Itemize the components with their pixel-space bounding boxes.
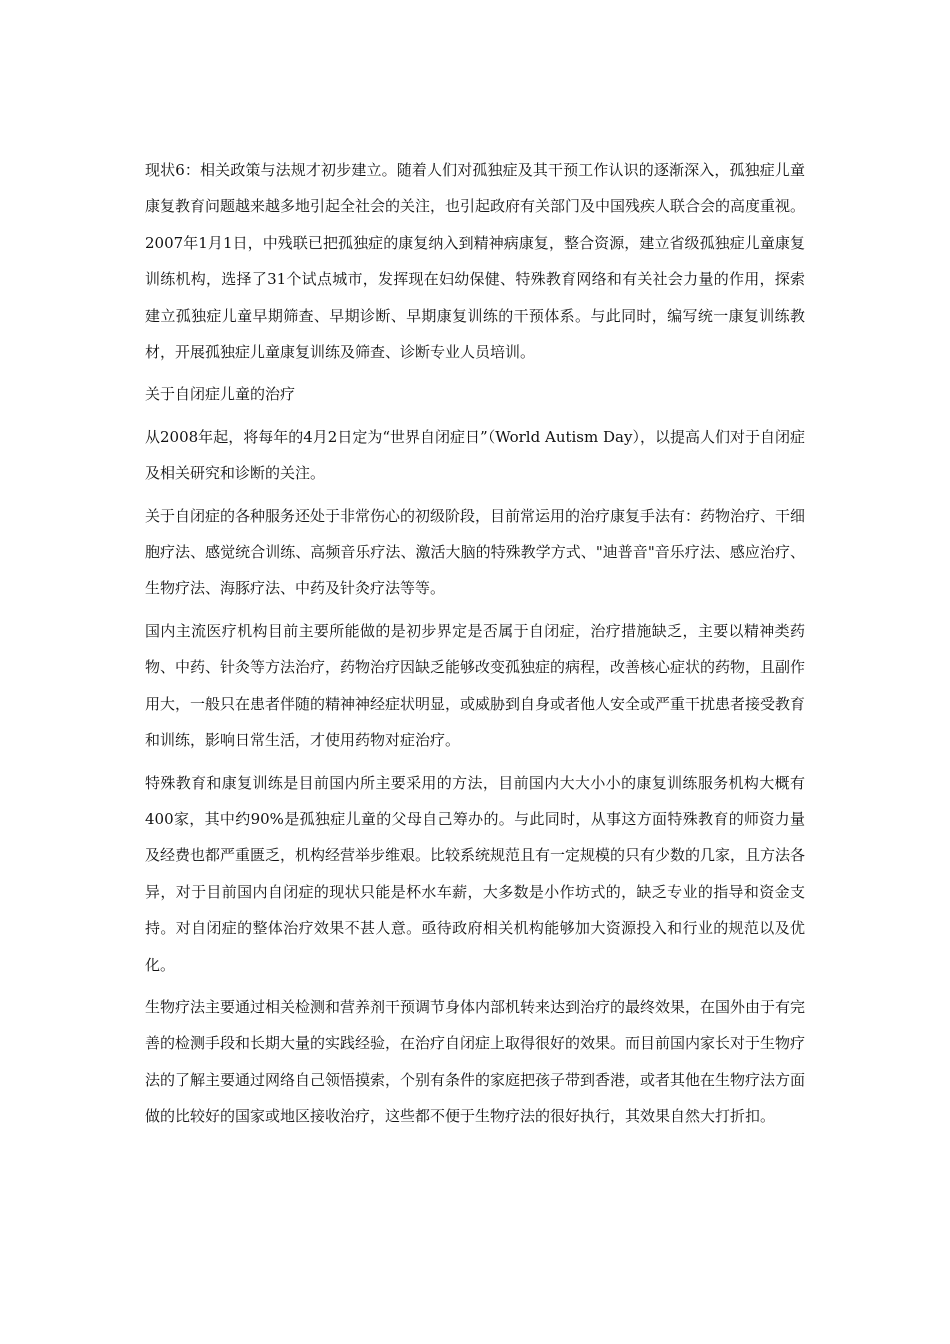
section-heading-treatment: 关于自闭症儿童的治疗 [145,385,296,404]
document-body [145,152,805,1141]
paragraph-policy-status: 现状6：相关政策与法规才初步建立。随着人们对孤独症及其干预工作认识的逐渐深入，孤独症儿童康复教育问题越来越多地引起全社会的关注，也引起政府有关部门及中国残疾人联合会的高度重视。2007年1月1日，中残联已把孤独症的康复纳入到精神病康复，整合资源，建立省级孤独症儿童康复训练机构，选择了31个试点城市，发挥现在妇幼保健、特殊教育网络和有关社会力量的作用，探索建立孤独症儿童早期筛查、早期诊断、早期康复训练的干预体系。与此同时，编写统一康复训练教材，开展孤独症儿童康复训练及筛查、诊断专业人员培训。 [145,161,806,362]
paragraph-medical-institutions: 国内主流医疗机构目前主要所能做的是初步界定是否属于自闭症，治疗措施缺乏，主要以精神类药物、中药、针灸等方法治疗，药物治疗因缺乏能够改变孤独症的病程，改善核心症状的药物，且副作用大，一般只在患者伴随的精神神经症状明显，或威胁到自身或者他人安全或严重干扰患者接受教育和训练，影响日常生活，才使用药物对症治疗。 [145,621,806,750]
paragraph-biological-therapy: 生物疗法主要通过相关检测和营养剂干预调节身体内部机转来达到治疗的最终效果，在国外由于有完善的检测手段和长期大量的实践经验，在治疗自闭症上取得很好的效果。而目前国内家长对于生物疗法的了解主要通过网络自己领悟摸索，个别有条件的家庭把孩子带到香港，或者其他在生物疗法方面做的比较好的国家或地区接收治疗，这些都不便于生物疗法的很好执行，其效果自然大打折扣。 [145,997,806,1126]
paragraph-autism-day: 从2008年起，将每年的4月2日定为“世界自闭症日”（World Autism Day），以提高人们对于自闭症及相关研究和诊断的关注。 [145,427,805,483]
paragraph-treatment-methods: 关于自闭症的各种服务还处于非常伤心的初级阶段，目前常运用的治疗康复手法有：药物治疗、干细胞疗法、感觉统合训练、高频音乐疗法、激活大脑的特殊教学方式、"迪普音"音乐疗法、感应治疗、生物疗法、海豚疗法、中药及针灸疗法等等。 [145,506,806,598]
paragraph-special-education: 特殊教育和康复训练是目前国内所主要采用的方法，目前国内大大小小的康复训练服务机构大概有400家，其中约90%是孤独症儿童的父母自己筹办的。与此同时，从事这方面特殊教育的师资力量及经费也都严重匮乏，机构经营举步维艰。比较系统规范且有一定规模的只有少数的几家，且方法各异，对于目前国内自闭症的现状只能是杯水车薪，大多数是小作坊式的，缺乏专业的指导和资金支持。对自闭症的整体治疗效果不甚人意。亟待政府相关机构能够加大资源投入和行业的规范以及优化。 [145,773,806,974]
